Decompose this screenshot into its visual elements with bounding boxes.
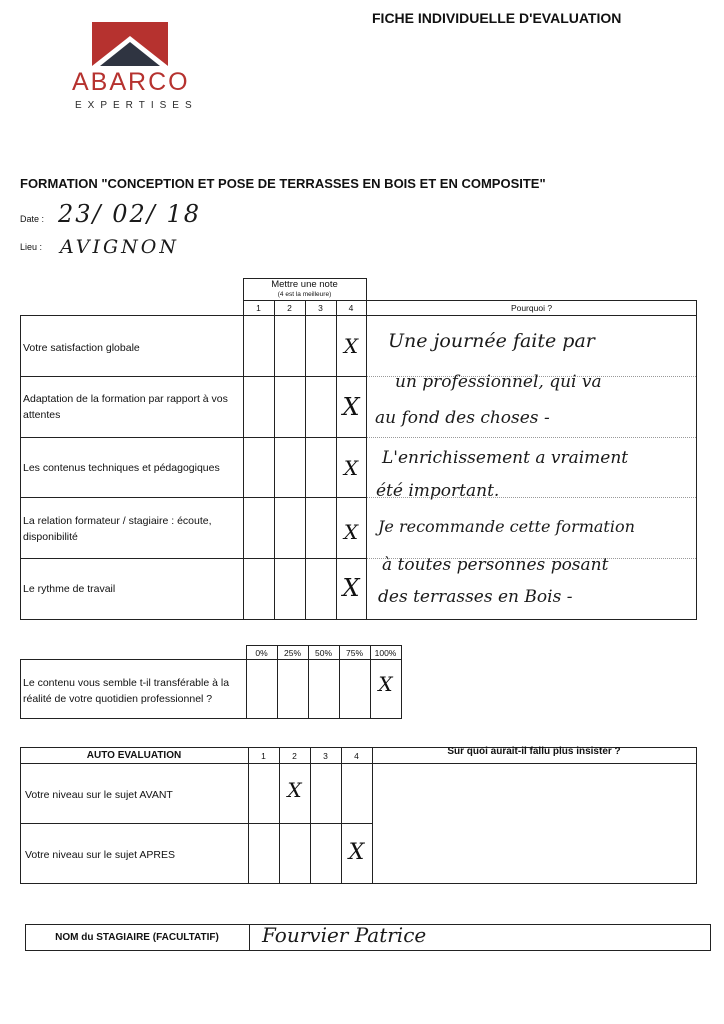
rating-mark: X [342, 574, 360, 602]
date-value: 23/ 02/ 18 [58, 200, 202, 228]
auto-eval-scale: 3 [323, 751, 328, 761]
formation-title: FORMATION "CONCEPTION ET POSE DE TERRASSES EN BOIS ET EN COMPOSITE" [20, 176, 546, 191]
note-header: Mettre une note [271, 279, 338, 290]
scale-4: 4 [348, 303, 354, 313]
auto-eval-mark: X [348, 840, 365, 865]
transfer-scale: 25% [283, 648, 301, 658]
comment-line: des terrasses en Bois - [378, 587, 573, 607]
rating-mark: X [343, 520, 359, 544]
scale-3: 3 [318, 303, 323, 313]
auto-eval-row-label: Votre niveau sur le sujet APRES [25, 849, 175, 861]
transfer-scale: 50% [314, 648, 332, 658]
rating-mark: X [343, 334, 359, 358]
auto-eval-scale: 2 [292, 751, 297, 761]
auto-eval-header: AUTO EVALUATION [86, 750, 182, 761]
rating-row-label: Adaptation de la formation par rapport à vos attentes [23, 393, 228, 421]
date-label: Date : [20, 214, 45, 224]
comment-line: été important. [376, 481, 500, 501]
comment-line: un professionnel, qui va [395, 372, 602, 392]
logo-name: ABARCO [72, 68, 190, 96]
transfer-question: Le contenu vous semble t-il transférable à la réalité de votre quotidien professionnel ? [23, 677, 230, 705]
rating-row-label: Le rythme de travail [23, 583, 116, 595]
lieu-value: AVIGNON [60, 236, 180, 258]
auto-eval-scale: 1 [261, 751, 266, 761]
comment-line: Une journée faite par [388, 330, 595, 352]
why-header: Pourquoi ? [510, 303, 553, 313]
logo-subtitle: EXPERTISES [75, 100, 198, 111]
trainee-name: Fourvier Patrice [262, 923, 427, 947]
rating-row-label: La relation formateur / stagiaire : écoute, disponibilité [23, 515, 212, 543]
page-title: FICHE INDIVIDUELLE D'EVALUATION [372, 10, 622, 26]
comment-line: à toutes personnes posant [382, 555, 609, 575]
scale-1: 1 [256, 303, 261, 313]
auto-eval-scale: 4 [354, 751, 359, 761]
auto-eval-row-label: Votre niveau sur le sujet AVANT [25, 789, 173, 801]
auto-eval-mark: X [287, 778, 302, 802]
comment-line: au fond des choses - [375, 408, 550, 428]
rating-mark: X [342, 393, 360, 421]
insist-header: Sur quoi aurait-il fallu plus insister ? [447, 746, 621, 757]
lieu-label: Lieu : [20, 242, 43, 252]
logo-mark-icon [70, 20, 190, 70]
transfer-scale: 75% [345, 648, 363, 658]
transfer-mark: X [378, 672, 393, 696]
rating-mark: X [343, 456, 359, 480]
scale-2: 2 [287, 303, 292, 313]
rating-row-label: Votre satisfaction globale [23, 342, 140, 354]
company-logo [70, 20, 198, 120]
transfer-scale: 0% [255, 648, 268, 658]
transfer-scale: 100% [374, 648, 397, 658]
trainee-label: NOM du STAGIAIRE (FACULTATIF) [55, 932, 219, 943]
note-subheader: (4 est la meilleure) [277, 291, 332, 298]
rating-row-label: Les contenus techniques et pédagogiques [23, 462, 220, 474]
comment-line: L'enrichissement a vraiment [382, 448, 629, 468]
comment-line: Je recommande cette formation [378, 517, 635, 536]
